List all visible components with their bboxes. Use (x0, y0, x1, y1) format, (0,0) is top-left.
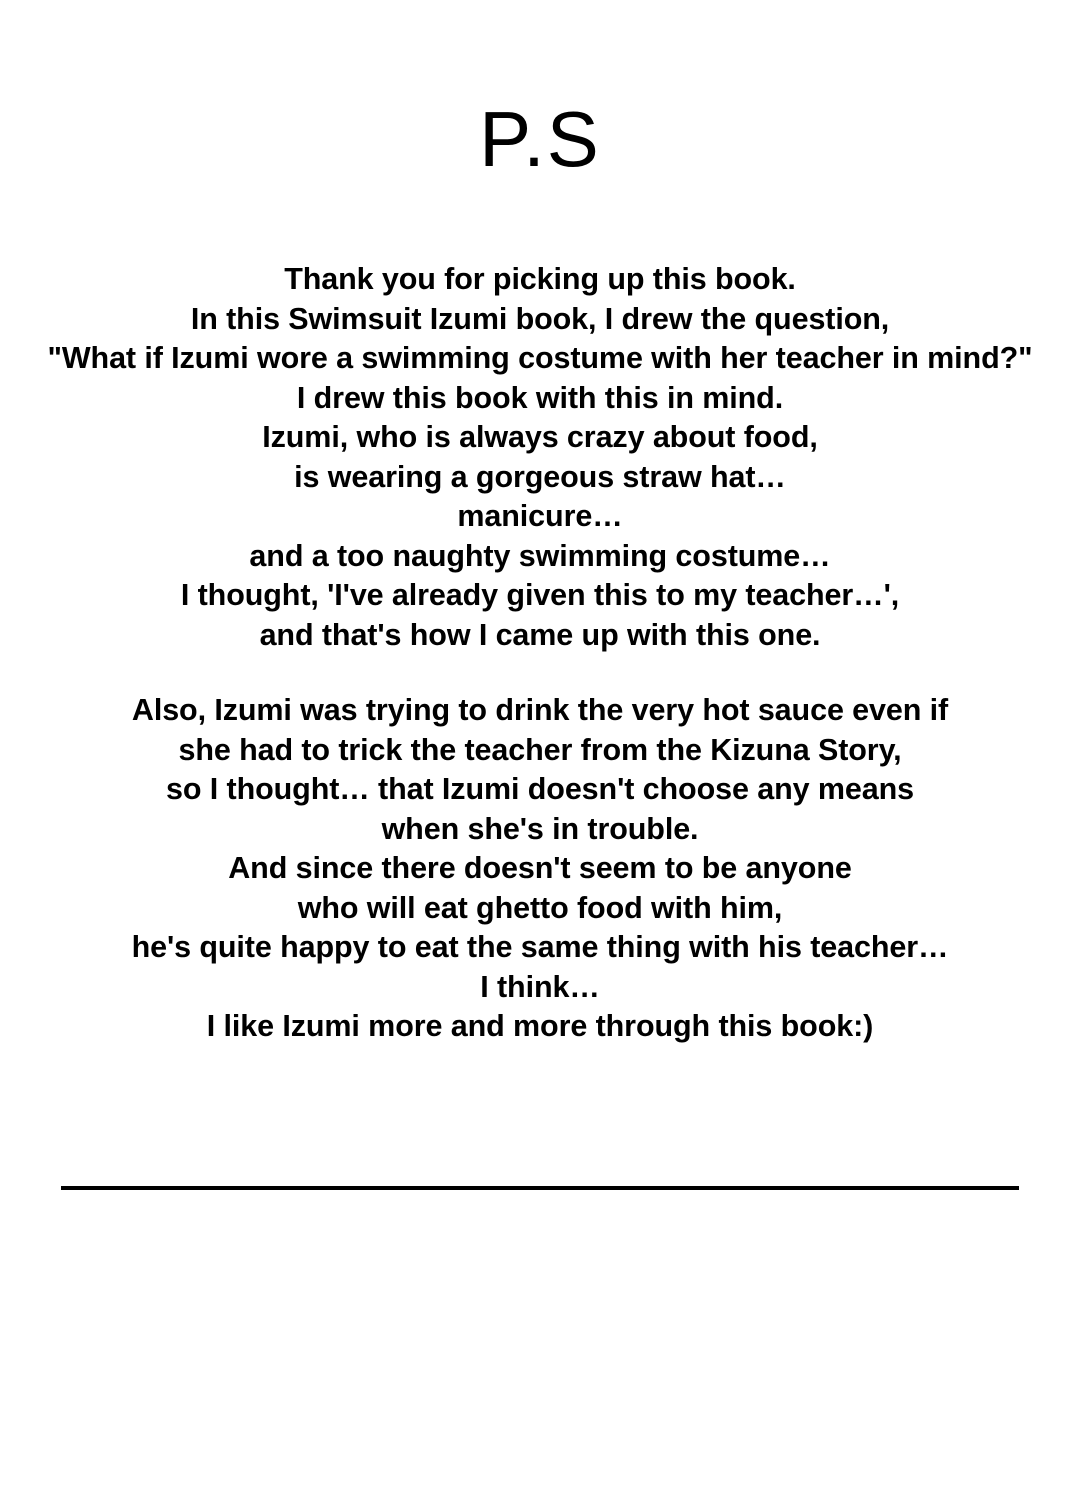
paragraph-spacer (20, 655, 1060, 691)
horizontal-rule (61, 1186, 1019, 1190)
text-line: I thought, 'I've already given this to my teacher…', (180, 578, 900, 612)
text-line: is wearing a gorgeous straw hat… (294, 459, 786, 494)
text-line: Izumi, who is always crazy about food, (262, 420, 818, 454)
horizontal-rule-container (0, 1186, 1080, 1190)
text-line: manicure… (457, 499, 623, 533)
text-line: when she's in trouble. (381, 811, 699, 846)
paragraph-2 (20, 691, 1060, 1047)
text-line: I think… (480, 969, 600, 1004)
text-line: and that's how I came up with this one. (259, 617, 821, 652)
text-line: so I thought… that Izumi doesn't choose any means (166, 772, 914, 806)
text-line: I drew this book with this in mind. (296, 380, 784, 415)
page-title: P.S (479, 95, 601, 183)
text-line: Also, Izumi was trying to drink the very hot sauce even if (131, 693, 949, 727)
text-line: And since there doesn't seem to be anyone (228, 851, 852, 885)
text-line: she had to trick the teacher from the Kizuna Story, (178, 732, 902, 767)
text-line: he's quite happy to eat the same thing with his teacher… (131, 930, 949, 964)
text-line: In this Swimsuit Izumi book, I drew the question, (190, 301, 890, 336)
text-line: "What if Izumi wore a swimming costume with her teacher in mind?" (47, 341, 1033, 375)
text-line: and a too naughty swimming costume… (249, 538, 831, 573)
paragraph-1 (20, 260, 1060, 655)
afterword-body (20, 260, 1060, 1047)
text-line: Thank you for picking up this book. (284, 262, 796, 296)
text-line: who will eat ghetto food with him, (297, 890, 783, 925)
text-line: I like Izumi more and more through this book:) (206, 1009, 874, 1043)
